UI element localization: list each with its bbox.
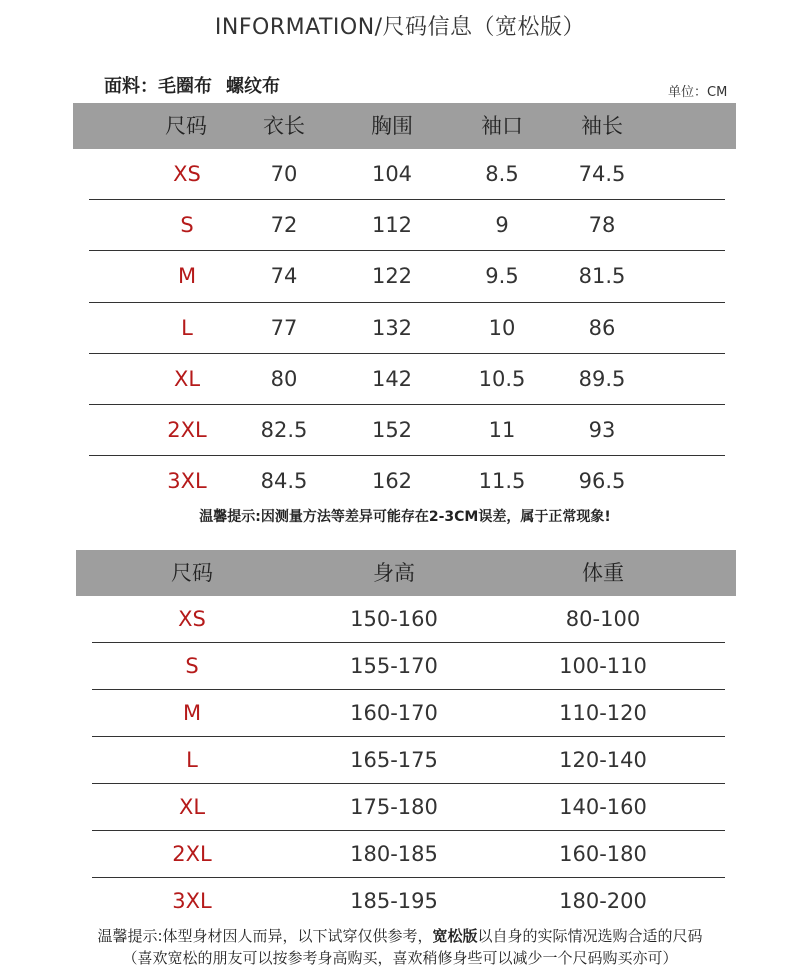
measurement-value: 10 [488, 315, 516, 340]
measurement-value: 74.5 [578, 162, 626, 186]
weight-range: 120-140 [559, 748, 647, 772]
header-sleeve: 袖长 [581, 114, 623, 138]
measurement-value: 152 [371, 418, 413, 442]
table-row [0, 690, 800, 737]
height-range: 180-185 [350, 842, 438, 866]
weight-range: 160-180 [559, 842, 647, 866]
material-label: 面料： [104, 76, 158, 97]
header-length: 衣长 [263, 114, 305, 138]
measurement-value: 10.5 [478, 366, 526, 391]
measurement-value: 9 [495, 213, 509, 238]
measurement-value: 9.5 [485, 264, 519, 289]
measurement-value: 112 [371, 213, 413, 238]
fit-advice-bold: 宽松版 [432, 927, 478, 945]
fit-advice-detail: （喜欢宽松的朋友可以按参考身高购买，喜欢稍修身些可以减少一个尺码购买亦可） [122, 949, 678, 967]
measurement-value: 11 [488, 418, 516, 442]
measurement-value: 96.5 [578, 469, 626, 494]
fit-advice-prefix: 温馨提示:体型身材因人而异，以下试穿仅供参考， [97, 927, 433, 945]
measurement-value: 162 [371, 469, 413, 494]
size-label: M [177, 264, 197, 289]
size-label: S [185, 654, 199, 678]
table-row [0, 303, 800, 354]
measurement-value: 80 [270, 366, 298, 391]
measurement-value: 72 [270, 213, 298, 238]
fit-advice-suffix: 以自身的实际情况选购合适的尺码 [477, 927, 703, 945]
size-label: XL [173, 366, 201, 391]
table-row [0, 354, 800, 405]
size-label: 2XL [167, 418, 207, 442]
table-row [0, 251, 800, 302]
measurement-value: 104 [371, 162, 413, 186]
fit-advice-note [0, 925, 800, 946]
height-range: 150-160 [350, 607, 438, 631]
header-cuff: 袖口 [481, 114, 523, 138]
header-weight: 体重 [582, 561, 624, 585]
table-row [0, 878, 800, 925]
fit-table-header [76, 550, 736, 596]
measurement-value: 122 [371, 264, 413, 289]
measurement-note: 温馨提示:因测量方法等差异可能存在2-3CM误差，属于正常现象! [199, 509, 611, 525]
header-size: 尺码 [171, 561, 213, 585]
weight-range: 180-200 [559, 889, 647, 913]
size-table-header [73, 103, 736, 149]
size-label: L [186, 748, 198, 772]
table-row [0, 831, 800, 878]
height-range: 165-175 [350, 748, 438, 772]
measurement-value: 84.5 [260, 469, 308, 494]
weight-range: 140-160 [559, 795, 647, 819]
measurement-value: 132 [371, 315, 413, 340]
table-row [0, 456, 800, 507]
measurement-value: 78 [588, 213, 616, 238]
unit-label: 单位：CM [668, 85, 728, 100]
table-row [0, 643, 800, 690]
size-label: XL [178, 795, 206, 819]
height-range: 155-170 [350, 654, 438, 678]
size-label: XS [173, 162, 201, 186]
table-row [0, 596, 800, 643]
size-label: M [182, 701, 202, 725]
header-chest: 胸围 [371, 114, 413, 138]
header-size: 尺码 [165, 114, 207, 138]
measurement-value: 93 [588, 418, 616, 442]
table-row [0, 405, 800, 456]
measurement-value: 89.5 [578, 366, 626, 391]
material-fabric-2: 螺纹布 [226, 76, 280, 97]
page-title: INFORMATION/尺码信息（宽松版） [214, 15, 586, 40]
table-row [0, 784, 800, 831]
size-label: 2XL [172, 842, 212, 866]
table-row [0, 737, 800, 784]
height-range: 175-180 [350, 795, 438, 819]
size-label: S [180, 213, 194, 238]
table-row [0, 149, 800, 200]
measurement-value: 70 [270, 162, 298, 186]
material-info [104, 72, 280, 98]
size-label: 3XL [172, 889, 212, 913]
height-range: 185-195 [350, 889, 438, 913]
size-label: 3XL [167, 469, 207, 494]
header-height: 身高 [373, 561, 415, 585]
measurement-value: 82.5 [260, 418, 308, 442]
weight-range: 110-120 [559, 701, 647, 725]
measurement-value: 11.5 [478, 469, 526, 494]
measurement-value: 77 [270, 315, 298, 340]
height-range: 160-170 [350, 701, 438, 725]
weight-range: 100-110 [559, 654, 647, 678]
table-row [0, 200, 800, 251]
size-label: L [181, 315, 193, 340]
measurement-value: 86 [588, 315, 616, 340]
weight-range: 80-100 [565, 607, 641, 631]
measurement-value: 74 [270, 264, 298, 289]
size-label: XS [178, 607, 206, 631]
measurement-value: 8.5 [485, 162, 519, 186]
measurement-value: 142 [371, 366, 413, 391]
material-fabric-1: 毛圈布 [158, 76, 212, 97]
measurement-value: 81.5 [578, 264, 626, 289]
